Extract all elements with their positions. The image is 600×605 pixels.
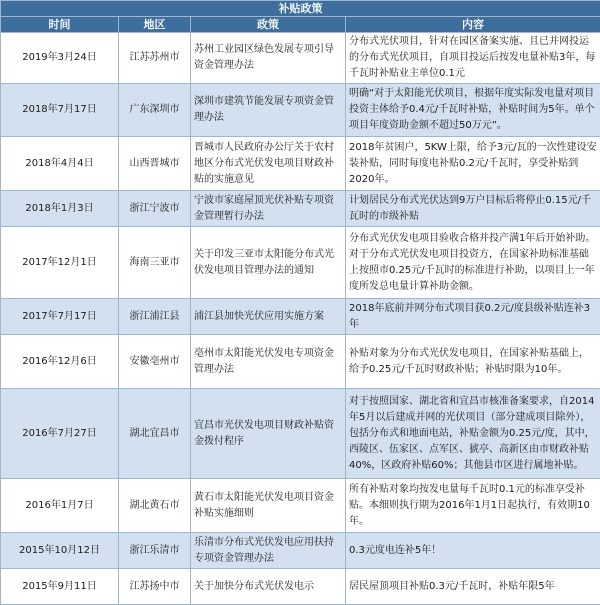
cell-policy: 关于加快分布式光伏发电示 (191, 569, 346, 605)
cell-content: 0.3元度电连补5年！ (346, 533, 600, 569)
cell-region: 山西晋城市 (119, 137, 191, 191)
table-row (1, 84, 600, 137)
cell-content: 分布式光伏项目，针对在园区备案实施、且已并网投运的分布式光伏项目，自项目投运后按发电量补贴3年，每千瓦时补贴业主单位0.1元 (346, 33, 600, 84)
table-row (1, 389, 600, 479)
cell-region: 湖北宜昌市 (119, 389, 191, 479)
cell-content: 计划居民分布式光伏达到9万户目标后将停止0.15元/千瓦时的市级补贴 (346, 191, 600, 227)
table-row (1, 191, 600, 227)
cell-policy: 晋城市人民政府办公厅关于农村地区分布式光伏发电项目财政补贴的实施意见 (191, 137, 346, 191)
cell-region: 江苏苏州市 (119, 33, 191, 84)
cell-region: 浙江浦江县 (119, 299, 191, 335)
table-row (1, 569, 600, 605)
cell-time: 2015年9月11日 (1, 569, 119, 605)
cell-content: 所有补贴对象均按发电量每千瓦时0.1元的标准享受补贴。本细则执行期为2016年1月1日起执行，有效期10年。 (346, 479, 600, 533)
table-row (1, 227, 600, 299)
cell-policy: 亳州市太阳能光伏发电专项资金管理办法 (191, 335, 346, 389)
cell-policy: 关于印发三亚市太阳能分布式光伏发电项目管理办法的通知 (191, 227, 346, 299)
cell-content: 2018年贫困户，5KW上限，给予3元/瓦的一次性建设安装补贴，同时每度电补贴0.2元/千瓦时，享受补贴到2020年。 (346, 137, 600, 191)
cell-region: 江苏扬中市 (119, 569, 191, 605)
cell-time: 2017年7月17日 (1, 299, 119, 335)
cell-time: 2016年7月27日 (1, 389, 119, 479)
cell-content: 居民屋顶项目补贴0.3元/千瓦时，补贴年限5年 (346, 569, 600, 605)
cell-time: 2017年12月1日 (1, 227, 119, 299)
cell-time: 2016年1月7日 (1, 479, 119, 533)
cell-region: 安徽亳州市 (119, 335, 191, 389)
cell-region: 海南三亚市 (119, 227, 191, 299)
cell-policy: 宜昌市光伏发电项目财政补贴资金拨付程序 (191, 389, 346, 479)
cell-region: 浙江乐清市 (119, 533, 191, 569)
table-row (1, 33, 600, 84)
cell-region: 湖北黄石市 (119, 479, 191, 533)
cell-content: 分布式光伏发电项目验收合格并投产满1年后开始补助。对于分布式光伏发电项目投资方，在国家补助标准基础上按照市0.25元/千瓦时的标准进行补助，以项目上一年度所发总电量计算补助金额。 (346, 227, 600, 299)
column-header-region: 地区 (119, 17, 191, 33)
cell-policy: 苏州工业园区绿色发展专项引导资金管理办法 (191, 33, 346, 84)
cell-policy: 宁波市家庭屋顶光伏补贴专项资金管理暂行办法 (191, 191, 346, 227)
cell-time: 2019年3月24日 (1, 33, 119, 84)
column-header-row (1, 17, 600, 33)
cell-time: 2016年12月6日 (1, 335, 119, 389)
table-title-row (1, 1, 600, 17)
cell-region: 浙江宁波市 (119, 191, 191, 227)
cell-content: 明确“对于太阳能光伏项目，根据年度实际发电量对项目投资主体给予0.4元/千瓦时补贴，补贴时间为5年。单个项目年度资助金额不超过50万元”。 (346, 84, 600, 137)
column-header-content: 内容 (346, 17, 600, 33)
table-title: 补贴政策 (1, 1, 600, 17)
table-row (1, 533, 600, 569)
column-header-time: 时间 (1, 17, 119, 33)
cell-policy: 乐清市分布式光伏发电应用扶持专项资金管理办法 (191, 533, 346, 569)
cell-time: 2018年7月17日 (1, 84, 119, 137)
table-row (1, 335, 600, 389)
cell-content: 对于按照国家、湖北省和宜昌市核准备案要求，自2014年5月以后建成并网的光伏项目（部分建成项目除外），包括分布式和地面电站，补贴金额为0.25元/度，其中，西陵区、伍家区、点军区、猇亭、高新区由市财政补贴40%，区政府补贴60%；其他县市区进行属地补贴。 (346, 389, 600, 479)
cell-region: 广东深圳市 (119, 84, 191, 137)
cell-time: 2018年4月4日 (1, 137, 119, 191)
table-row (1, 137, 600, 191)
cell-content: 补贴对象为分布式光伏发电项目，在国家补贴基础上，给予0.25元/千瓦时财政补贴；补贴时限为10年。 (346, 335, 600, 389)
cell-policy: 深圳市建筑节能发展专项资金管理办法 (191, 84, 346, 137)
cell-time: 2015年10月12日 (1, 533, 119, 569)
cell-content: 2018年底前并网分布式项目获0.2元/度县级补贴连补3年 (346, 299, 600, 335)
cell-time: 2018年1月3日 (1, 191, 119, 227)
cell-policy: 浦江县加快光伏应用实施方案 (191, 299, 346, 335)
table-row (1, 479, 600, 533)
table-row (1, 299, 600, 335)
column-header-policy: 政策 (191, 17, 346, 33)
cell-policy: 黄石市太阳能光伏发电项目资金补贴实施细则 (191, 479, 346, 533)
